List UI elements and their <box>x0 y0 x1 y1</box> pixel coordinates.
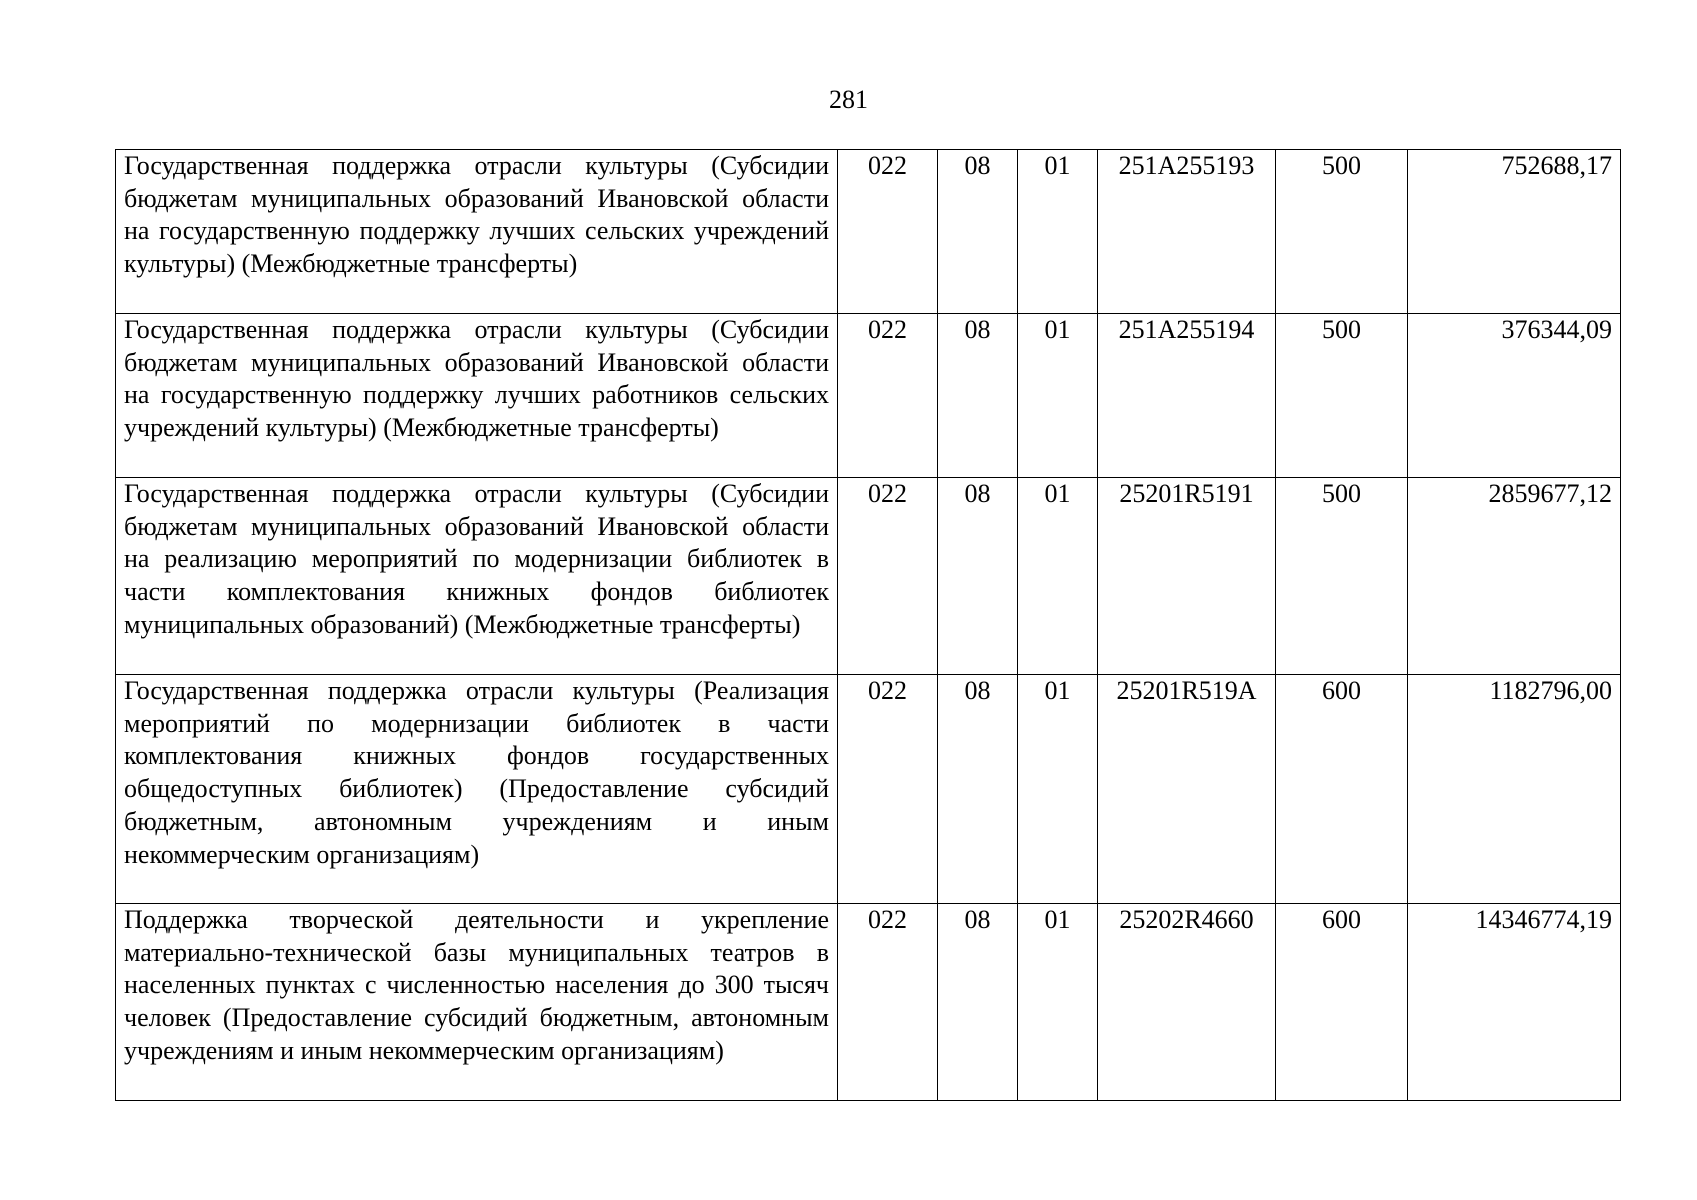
target-article-code: 251A255193 <box>1098 150 1276 314</box>
subsection-code: 01 <box>1018 904 1098 1101</box>
row-description: Государственная поддержка отрасли культуры (Субсидии бюджетам муниципальных образований Ивановской области на государственную поддержку лучших работников сельских учреждений культуры) (Межбюджетные трансферты) <box>116 314 838 478</box>
expense-type-code: 500 <box>1276 478 1408 675</box>
row-description: Государственная поддержка отрасли культуры (Субсидии бюджетам муниципальных образований Ивановской области на реализацию мероприятий по модернизации библиотек в части комплектования книжных фондов библиотек муниципальных образований) (Межбюджетные трансферты) <box>116 478 838 675</box>
expense-type-code: 600 <box>1276 675 1408 904</box>
table-row <box>116 150 1621 314</box>
row-description: Поддержка творческой деятельности и укрепление материально-технической базы муниципальных театров в населенных пунктах с численностью населения до 300 тысяч человек (Предоставление субсидий бюджетным, автономным учреждениям и иным некоммерческим организациям) <box>116 904 838 1101</box>
row-description: Государственная поддержка отрасли культуры (Субсидии бюджетам муниципальных образований Ивановской области на государственную поддержку лучших сельских учреждений культуры) (Межбюджетные трансферты) <box>116 150 838 314</box>
subsection-code: 01 <box>1018 478 1098 675</box>
section-code: 08 <box>938 150 1018 314</box>
table-row <box>116 314 1621 478</box>
target-article-code: 25202R4660 <box>1098 904 1276 1101</box>
expense-type-code: 500 <box>1276 314 1408 478</box>
amount-value: 1182796,00 <box>1408 675 1621 904</box>
amount-value: 376344,09 <box>1408 314 1621 478</box>
table-row <box>116 478 1621 675</box>
amount-value: 752688,17 <box>1408 150 1621 314</box>
ministry-code: 022 <box>838 478 938 675</box>
page-number: 281 <box>829 85 868 114</box>
ministry-code: 022 <box>838 675 938 904</box>
section-code: 08 <box>938 904 1018 1101</box>
section-code: 08 <box>938 675 1018 904</box>
budget-table <box>115 149 1621 1101</box>
table-row <box>116 904 1621 1101</box>
expense-type-code: 500 <box>1276 150 1408 314</box>
section-code: 08 <box>938 478 1018 675</box>
ministry-code: 022 <box>838 904 938 1101</box>
subsection-code: 01 <box>1018 675 1098 904</box>
subsection-code: 01 <box>1018 150 1098 314</box>
ministry-code: 022 <box>838 314 938 478</box>
section-code: 08 <box>938 314 1018 478</box>
expense-type-code: 600 <box>1276 904 1408 1101</box>
table-row <box>116 675 1621 904</box>
ministry-code: 022 <box>838 150 938 314</box>
row-description: Государственная поддержка отрасли культуры (Реализация мероприятий по модернизации библиотек в части комплектования книжных фондов государственных общедоступных библиотек) (Предоставление субсидий бюджетным, автономным учреждениям и иным некоммерческим организациям) <box>116 675 838 904</box>
subsection-code: 01 <box>1018 314 1098 478</box>
target-article-code: 25201R5191 <box>1098 478 1276 675</box>
target-article-code: 25201R519A <box>1098 675 1276 904</box>
amount-value: 14346774,19 <box>1408 904 1621 1101</box>
amount-value: 2859677,12 <box>1408 478 1621 675</box>
target-article-code: 251A255194 <box>1098 314 1276 478</box>
